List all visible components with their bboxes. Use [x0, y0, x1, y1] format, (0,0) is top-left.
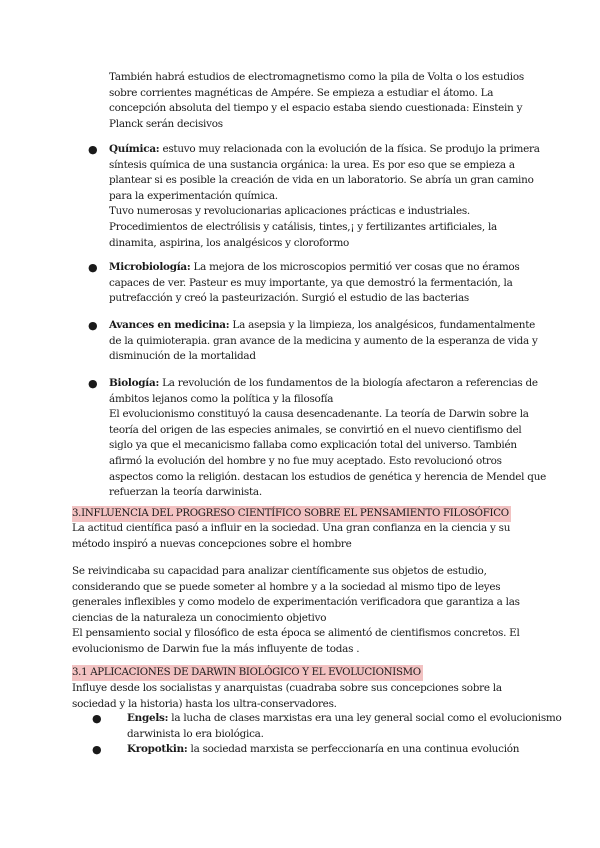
list-item-quimica [109, 142, 540, 251]
text-line: sociedad y la historia) hasta los ultra-conservadores. [72, 697, 337, 710]
list-item-medicina [109, 318, 538, 365]
text-line: La asepsia y la limpieza, los analgésicos, fundamentalmente [229, 319, 536, 331]
text-line: El evolucionismo constituyó la causa desencadenante. La teoría de Darwin sobre la [109, 408, 529, 421]
text-line: considerando que se puede someter al hombre y a la sociedad al mismo tipo de leyes [72, 580, 501, 593]
bullet-icon: ● [92, 712, 102, 725]
bullet-icon: ● [88, 377, 98, 390]
item-term: Biología: [109, 377, 160, 389]
bullet-icon: ● [92, 743, 102, 756]
item-term: Avances en medicina: [109, 319, 230, 331]
item-term: Química: [109, 143, 160, 155]
section-heading: 3.INFLUENCIA DEL PROGRESO CIENTÍFICO SOBRE EL PENSAMIENTO FILOSÓFICO [72, 506, 511, 522]
text-line: método inspiró a nuevas concepciones sobre el hombre [72, 537, 352, 550]
text-line: Planck serán decisivos [109, 117, 223, 130]
bullet-icon: ● [88, 261, 98, 274]
bullet-icon: ● [88, 143, 98, 156]
text-line: ciencias de la naturaleza un conocimiento objetivo [72, 611, 327, 624]
text-line: Procedimientos de electrólisis y catálisis, tintes,¡ y fertilizantes artificiales, la [109, 220, 497, 233]
list-item-kropotkin [127, 742, 527, 758]
text-line: ámbitos lejanos como la política y la filosofía [109, 392, 334, 405]
text-line: generales inflexibles y como modelo de experimentación verificadora que garantiza a las [72, 596, 520, 609]
text-line: la sociedad marxista se perfeccionaría en una continua evolución [187, 743, 520, 755]
text-line: plantear si es posible la creación de vida en un laboratorio. Se abría un gran camino [109, 174, 534, 187]
text-line: La mejora de los microscopios permitió ver cosas que no éramos [190, 261, 520, 273]
section3-paragraph-1 [72, 521, 532, 552]
text-line: siglo ya que el mecanicismo fallaba como explicación total del universo. También [109, 439, 517, 452]
section3-paragraph-2 [72, 564, 532, 658]
text-line: darwinista lo era biológica. [127, 727, 264, 740]
list-item-microbiologia [109, 260, 529, 307]
list-item-biologia [109, 376, 547, 501]
text-line: teoría del origen de las especies animales, se convirtió en el nuevo cientifismo del [109, 423, 522, 436]
item-term: Microbiología: [109, 261, 191, 273]
text-line: dinamita, aspirina, los analgésicos y cloroformo [109, 236, 350, 249]
text-line: disminución de la mortalidad [109, 350, 256, 363]
text-line: Se reivindicaba su capacidad para analizar científicamente sus objetos de estudio, [72, 565, 487, 577]
text-line: putrefacción y creó la pasteurización. Surgió el estudio de las bacterias [109, 292, 470, 305]
bullet-icon: ● [88, 319, 98, 332]
text-line: Tuvo numerosas y revolucionarias aplicaciones prácticas e industriales. [109, 205, 470, 218]
list-item-engels [127, 711, 562, 742]
text-line: aspectos como la religión. destacan los estudios de genética y herencia de Mendel que [109, 470, 547, 483]
text-line: evolucionismo de Darwin fue la más influyente de todas . [72, 642, 360, 655]
section31-paragraph [72, 681, 532, 712]
text-line: Influye desde los socialistas y anarquistas (cuadraba sobre sus concepciones sobre la [72, 682, 502, 694]
text-line: para la experimentación química. [109, 189, 278, 202]
text-line: estuvo muy relacionada con la evolución de la física. Se produjo la primera [159, 143, 540, 155]
item-term: Engels: [127, 712, 169, 724]
text-line: La actitud científica pasó a influir en la sociedad. Una gran confianza en la ciencia y su [72, 522, 511, 534]
text-line: concepción absoluta del tiempo y el espacio estaba siendo cuestionada: Einstein y [109, 102, 523, 115]
text-line: refuerzan la teoría darwinista. [109, 486, 262, 499]
text-line: de la quimioterapia. gran avance de la medicina y aumento de la esperanza de vida y [109, 334, 538, 347]
text-line: síntesis química de una sustancia orgánica: la urea. Es por eso que se empieza a [109, 158, 515, 171]
text-line: capaces de ver. Pasteur es muy importante, ya que demostró la fermentación, la [109, 276, 513, 289]
text-line: También habrá estudios de electromagnetismo como la pila de Volta o los estudios [109, 71, 524, 83]
text-line: afirmó la evolución del hombre y no fue muy aceptado. Esto revolucionó otros [109, 454, 502, 467]
text-line: El pensamiento social y filosófico de esta época se alimentó de cientifismos concretos. El [72, 627, 520, 640]
text-line: la lucha de clases marxistas era una ley general social como el evolucionismo [168, 712, 562, 724]
subsection-heading: 3.1 APLICACIONES DE DARWIN BIOLÓGICO Y EL EVOLUCIONISMO [72, 665, 423, 681]
text-line: La revolución de los fundamentos de la biología afectaron a referencias de [159, 377, 538, 389]
item-term: Kropotkin: [127, 743, 188, 755]
intro-paragraph [109, 70, 529, 132]
text-line: sobre corrientes magnéticas de Ampére. Se empieza a estudiar el átomo. La [109, 86, 494, 99]
